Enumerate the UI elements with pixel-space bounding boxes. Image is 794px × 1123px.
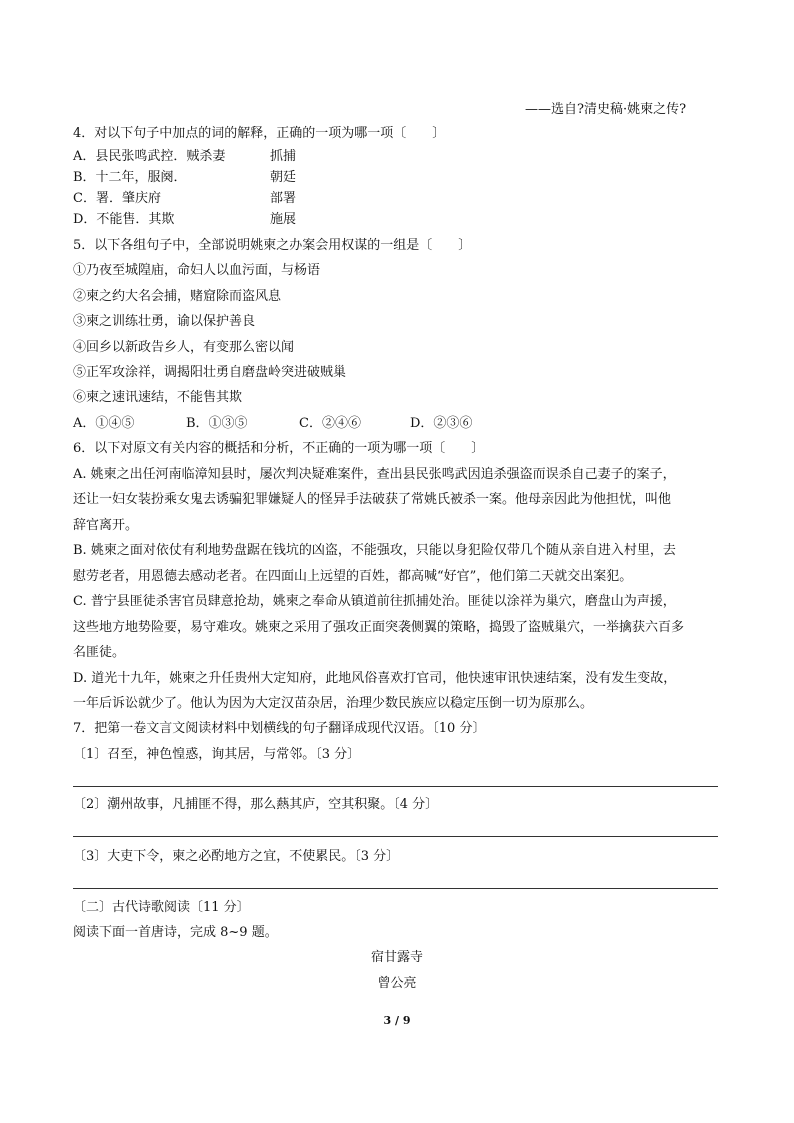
question-5-item: ④回乡以新政告乡人，有变那么密以闻 <box>73 340 295 355</box>
question-6-stem: 6．以下对原文有关内容的概括和分析，不正确的一项为哪一项〔 〕 <box>73 441 485 456</box>
question-5-choice-a: A．①④⑤ <box>73 416 135 431</box>
question-5-choice-c: C．②④⑥ <box>299 416 361 431</box>
question-4-option-b: B．十二年，服阕． <box>73 170 187 185</box>
source-citation: ——选自?清史稿·姚柬之传? <box>525 102 687 117</box>
page-number: 3 / 9 <box>383 1014 411 1027</box>
poem-author: 曾公亮 <box>377 976 417 991</box>
question-4-gloss-c: 部署 <box>270 191 297 206</box>
question-7-item: 〔2〕潮州故事，凡捕匪不得，那么爇其庐，空其积聚。〔4 分〕 <box>73 797 439 812</box>
answer-line <box>73 786 718 787</box>
question-4-gloss-d: 施展 <box>270 212 297 227</box>
question-5-item: ②柬之约大名会捕，赌窟除而盗风息 <box>73 289 282 304</box>
question-5-item: ①乃夜至城隍庙，命妇人以血污面，与杨语 <box>73 263 321 278</box>
section-intro: 阅读下面一首唐诗，完成 8~9 题。 <box>73 925 278 940</box>
question-5-item: ⑤正军攻涂祥，调揭阳壮勇自磨盘岭突进破贼巢 <box>73 365 347 380</box>
question-6-option-d-line: D. 道光十九年，姚柬之升任贵州大定知府，此地风俗喜欢打官司，他快速审讯快速结案，没有发生变故， <box>73 671 677 686</box>
question-6-option-c-line: 名匪徒。 <box>73 645 126 660</box>
question-4-gloss-a: 抓捕 <box>270 149 297 164</box>
question-7-stem: 7．把第一卷文言文阅读材料中划横线的句子翻译成现代汉语。〔10 分〕 <box>73 721 486 736</box>
question-5-item: ⑥柬之速讯速结，不能售其欺 <box>73 390 243 405</box>
question-6-option-b-line: B. 姚柬之面对依仗有利地势盘踞在钱坑的凶盗，不能强攻，只能以身犯险仅带几个随从亲自进入村里，去 <box>73 543 676 558</box>
question-4-option-c: C．署．肇庆府 <box>73 191 161 206</box>
question-4-stem: 4．对以下句子中加点的词的解释，正确的一项为哪一项〔 〕 <box>73 126 446 141</box>
question-7-item: 〔1〕召至，神色惶惑，询其居，与常邻。〔3 分〕 <box>73 747 361 762</box>
question-6-option-c-line: 这些地方地势险要，易守难攻。姚柬之采用了强攻正面突袭侧翼的策略，捣毁了盗贼巢穴，一举擒获六百多 <box>73 620 685 635</box>
answer-line <box>73 888 718 889</box>
question-6-option-a-line: 还让一妇女装扮乘女鬼去诱骗犯罪嫌疑人的怪异手法破获了常姚氏被杀一案。他母亲因此为他担忧，叫他 <box>73 492 672 507</box>
question-5-choice-b: B．①③⑤ <box>186 416 248 431</box>
question-6-option-b-line: 慰劳老者，用恩德去感动老者。在四面山上远望的百姓，都高喊“好官”，他们第二天就交出案犯。 <box>73 569 633 584</box>
question-4-option-d: D．不能售．其欺 <box>73 212 175 227</box>
question-6-option-c-line: C. 普宁县匪徒杀害官员肆意抢劫，姚柬之奉命从镇道前往抓捕处治。匪徒以涂祥为巢穴，磨盘山为声援， <box>73 594 676 609</box>
question-4-option-a: A．县民张鸣武控．贼杀妻 <box>73 149 226 164</box>
question-7-item: 〔3〕大吏下令，柬之必酌地方之宜，不使累民。〔3 分〕 <box>73 849 400 864</box>
question-6-option-d-line: 一年后诉讼就少了。他认为因为大定汉苗杂居，治理少数民族应以稳定压倒一切为原那么。 <box>73 696 594 711</box>
question-5-choice-d: D．②③⑥ <box>410 416 473 431</box>
question-6-option-a-line: A. 姚柬之出任河南临漳知县时，屡次判决疑难案件，查出县民张鸣武因追杀强盗而误杀自己妻子的案子， <box>73 467 676 482</box>
question-4-gloss-b: 朝廷 <box>270 170 297 185</box>
question-6-option-a-line: 辞官离开。 <box>73 518 139 533</box>
section-heading: 〔二〕古代诗歌阅读〔11 分〕 <box>73 900 250 915</box>
answer-line <box>73 836 718 837</box>
question-5-stem: 5．以下各组句子中，全部说明姚柬之办案会用权谋的一组是〔 〕 <box>73 238 472 253</box>
poem-title: 宿甘露寺 <box>370 950 423 965</box>
question-5-item: ③柬之训练壮勇，谕以保护善良 <box>73 314 256 329</box>
